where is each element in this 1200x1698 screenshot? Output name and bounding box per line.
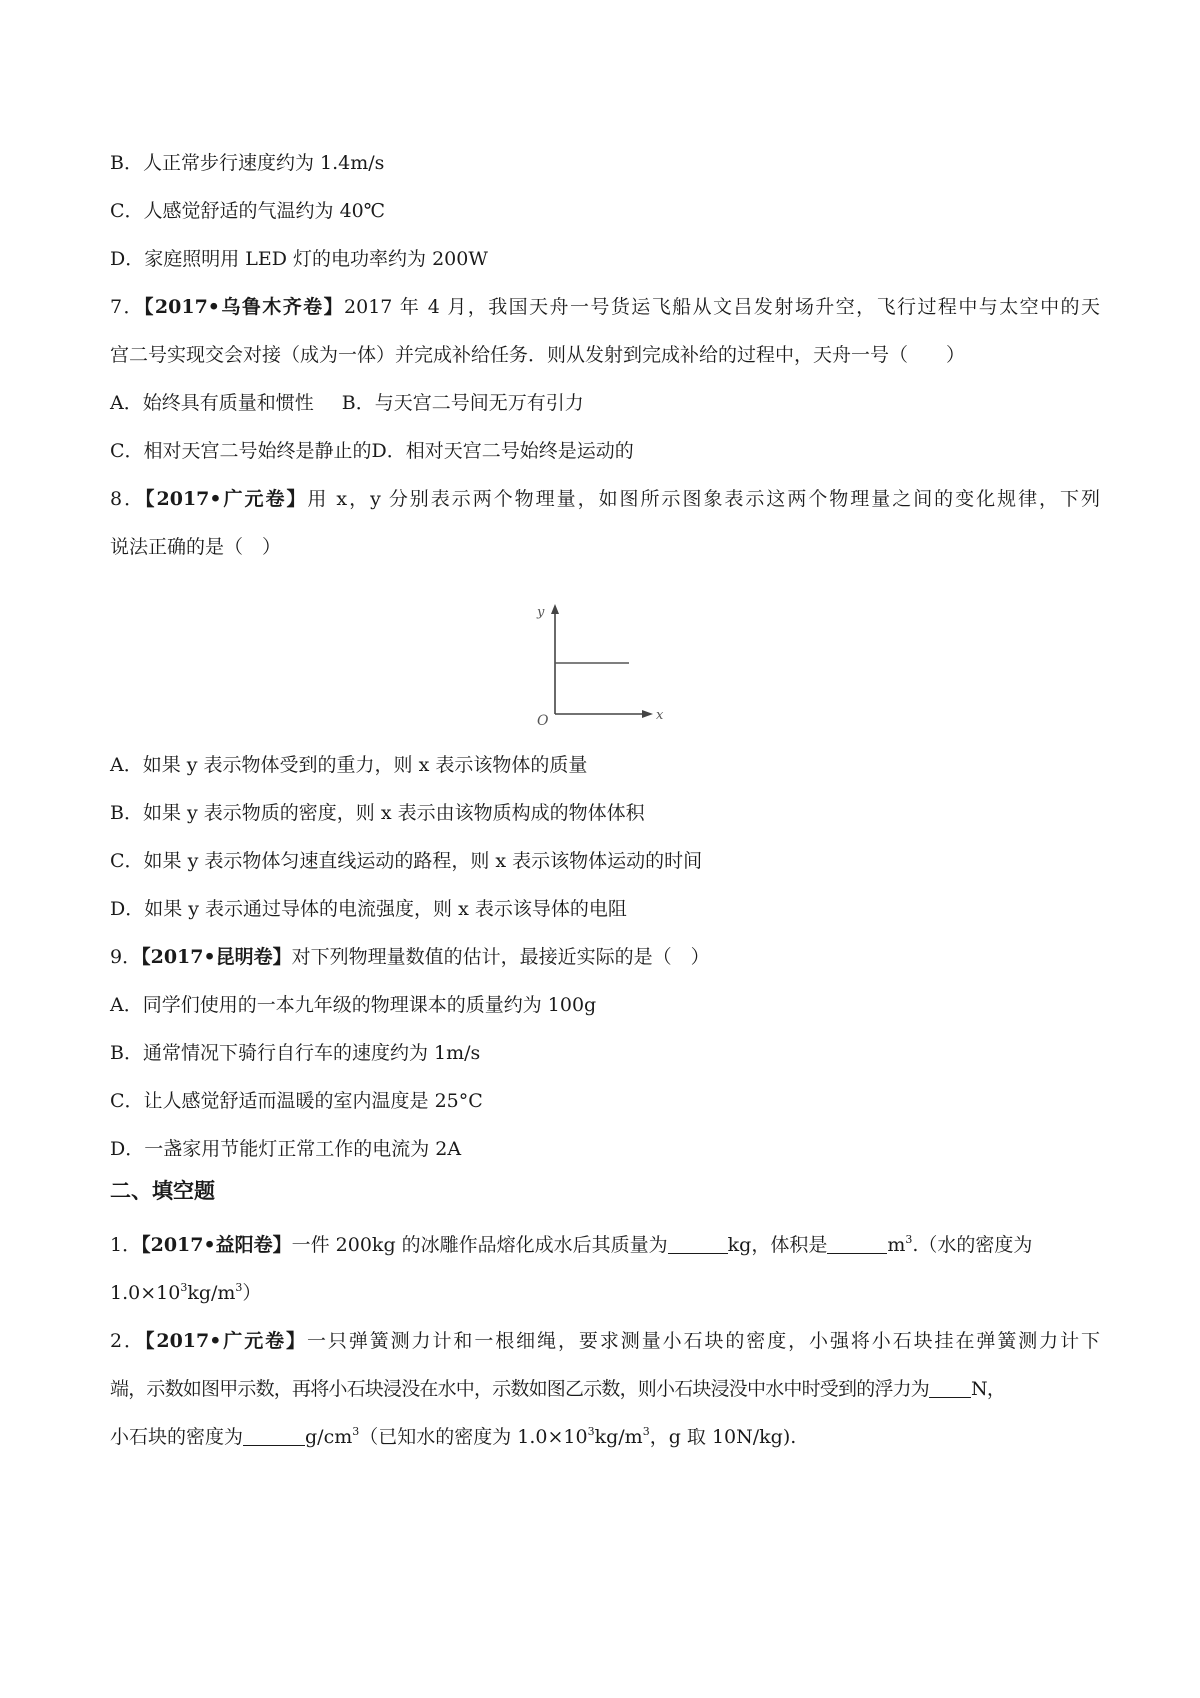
f1-density-unit-exp: 3 (235, 1281, 243, 1294)
q9-number: 9． (110, 946, 142, 968)
x-axis-label: x (656, 708, 664, 723)
q9-option-d: D．一盏家用节能灯正常工作的电流为 2A (110, 1138, 462, 1160)
q9-option-a: A．同学们使用的一本九年级的物理课本的质量约为 100g (110, 994, 597, 1016)
q9-text: 对下列物理量数值的估计，最接近实际的是（ ） (291, 946, 710, 968)
q8-stem-line1 (110, 486, 1100, 512)
q8-graph-figure (525, 598, 665, 728)
q8-option-b: B．如果 y 表示物质的密度，则 x 表示由该物质构成的物体体积 (110, 802, 645, 824)
q8-option-a: A．如果 y 表示物体受到的重力，则 x 表示该物体的质量 (110, 754, 588, 776)
f2-water-density-unit-exp: 3 (642, 1425, 650, 1438)
q8-option-c: C．如果 y 表示物体匀速直线运动的路程，则 x 表示该物体运动的时间 (110, 850, 703, 872)
q8-text-line1: 用 x，y 分别表示两个物理量，如图所示图象表示这两个物理量之间的变化规律，下列 (307, 488, 1100, 510)
q7-options-row2 (110, 438, 1100, 464)
y-axis-label: y (537, 605, 545, 620)
q8-source-tag: 【2017•广元卷】 (145, 488, 308, 510)
f2-number: 2． (110, 1330, 145, 1352)
f1-stem-line2 (110, 1280, 1100, 1306)
f2-source-tag: 【2017•广元卷】 (144, 1330, 307, 1352)
y-axis-arrow (551, 604, 559, 614)
f2-gravity-note: ，g 取 10N/kg). (649, 1426, 797, 1448)
section-heading: 二、填空题 (110, 1178, 215, 1203)
q7-stem-line1 (110, 294, 1100, 320)
f2-stem-line2 (110, 1376, 1100, 1402)
f2-water-density: （已知水的密度为 1.0×10 (359, 1426, 588, 1448)
f1-text-part2: kg，体积是 (727, 1234, 828, 1256)
f1-density-unit: kg/m (187, 1282, 236, 1304)
q9-stem (110, 944, 1100, 970)
q7-number: 7． (110, 296, 144, 318)
f2-stem-line3 (110, 1424, 1100, 1450)
f1-unit: m (887, 1234, 906, 1256)
q6-option-d: D．家庭照明用 LED 灯的电功率约为 200W (110, 248, 488, 270)
q6-option-c: C．人感觉舒适的气温约为 40℃ (110, 200, 386, 222)
f1-unit-exp: 3 (905, 1233, 913, 1246)
f1-blank-volume[interactable] (827, 1233, 887, 1254)
f2-density-unit-exp: 3 (352, 1425, 360, 1438)
f1-density-value: 1.0×10 (110, 1282, 181, 1304)
f1-text-part1: 一件 200kg 的冰雕作品熔化成水后其质量为 (291, 1234, 668, 1256)
q9-option-b: B．通常情况下骑行自行车的速度约为 1m/s (110, 1042, 481, 1064)
f1-blank-mass[interactable] (668, 1233, 728, 1254)
f2-density-unit: g/cm (305, 1426, 353, 1448)
q8-number: 8． (110, 488, 146, 510)
q8-graph-svg (525, 598, 665, 728)
q7-option-a: A．始终具有质量和惯性 (110, 392, 314, 414)
f2-text-line1: 一只弹簧测力计和一根细绳，要求测量小石块的密度，小强将小石块挂在弹簧测力计下 (306, 1330, 1100, 1352)
f2-text-line2: 端，示数如图甲示数，再将小石块浸没在水中，示数如图乙示数，则小石块浸没中水中时受到的浮力为 (110, 1378, 930, 1400)
f2-unit-newton: N， (971, 1378, 1006, 1400)
q7-options-row1 (110, 390, 1100, 416)
q7-text-line1: 2017 年 4 月，我国天舟一号货运飞船从文吕发射场升空，飞行过程中与太空中的天 (344, 296, 1100, 318)
q7-source-tag: 【2017•乌鲁木齐卷】 (143, 296, 345, 318)
f2-water-density-exp: 3 (587, 1425, 595, 1438)
q7-option-b: B．与天宫二号间无万有引力 (341, 392, 584, 414)
f2-text-line3: 小石块的密度为 (110, 1426, 244, 1448)
origin-label: O (537, 713, 549, 728)
f1-text-part4: .（水的密度为 (912, 1234, 1033, 1256)
f1-stem-line1 (110, 1232, 1100, 1258)
q9-source-tag: 【2017•昆明卷】 (141, 946, 292, 968)
x-axis-arrow (642, 710, 653, 718)
q8-stem-line2: 说法正确的是（ ） (110, 536, 282, 558)
q8-option-d: D．如果 y 表示通过导体的电流强度，则 x 表示该导体的电阻 (110, 898, 627, 920)
f1-number: 1． (110, 1234, 142, 1256)
q7-option-c: C．相对天宫二号始终是静止的 (110, 440, 372, 462)
f1-source-tag: 【2017•益阳卷】 (141, 1234, 292, 1256)
f1-close-paren: ） (242, 1282, 262, 1304)
q6-option-b: B．人正常步行速度约为 1.4m/s (110, 152, 385, 174)
q9-option-c: C．让人感觉舒适而温暖的室内温度是 25°C (110, 1090, 483, 1112)
f2-stem-line1 (110, 1328, 1100, 1354)
f2-blank-density[interactable] (243, 1425, 305, 1446)
q7-stem-line2: 宫二号实现交会对接（成为一体）并完成补给任务．则从发射到完成补给的过程中，天舟一号（ ） (110, 344, 966, 366)
f2-water-density-unit: kg/m (594, 1426, 643, 1448)
f1-density-exp: 3 (180, 1281, 188, 1294)
f2-blank-buoyancy[interactable] (929, 1377, 971, 1398)
q7-option-d: D．相对天宫二号始终是运动的 (371, 440, 634, 462)
